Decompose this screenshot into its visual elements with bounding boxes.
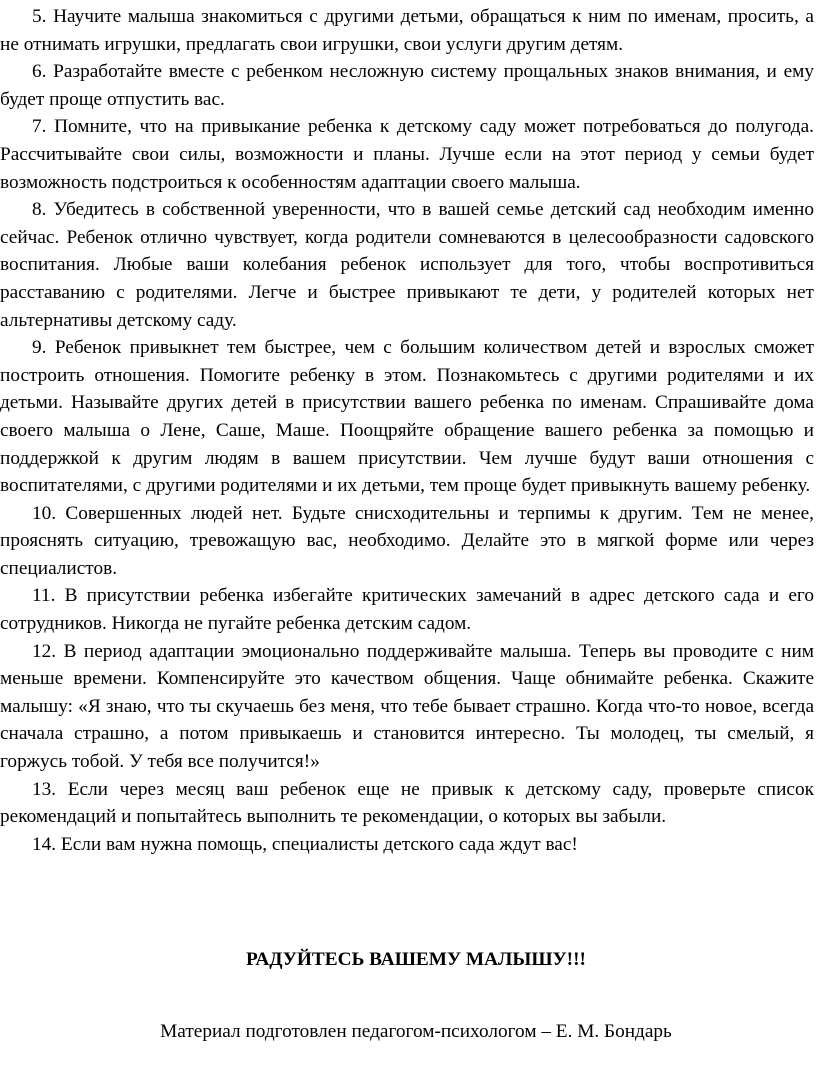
credit-gap (0, 974, 814, 1018)
recommendation-8: 8. Убедитесь в собственной уверенности, что в вашей семье детский сад необходим именно сейчас. Ребенок отлично чувствует, когда родители сомневаются в целесообразности садовского воспитания. Любые ваши колебания ребенок использует для того, чтобы воспротивиться расставанию с родителями. Легче и быстрее привыкают те дети, у родителей которых нет альтернативы детскому саду. (0, 199, 814, 331)
recommendation-9: 9. Ребенок привыкнет тем быстрее, чем с большим количеством детей и взрослых сможет построить отношения. Помогите ребенку в этом. Познакомьтесь с другими родителями и их детьми. Называйте других детей в присутствии вашего ребенка по именам. Спрашивайте дома своего малыша о Лене, Саше, Маше. Поощряйте обращение вашего ребенка за помощью и поддержкой к другим людям в вашем присутствии. Чем лучше будут ваши отношения с воспитателями, с другими родителями и их детьми, тем проще будет привыкнуть вашему ребенку. (0, 337, 814, 497)
recommendation-7: 7. Помните, что на привыкание ребенка к детскому саду может потребоваться до полугода. Рассчитывайте свои силы, возможности и планы. Лучше если на этот период у семьи будет возможность подстроиться к особенностям адаптации своего малыша. (0, 116, 814, 193)
recommendation-12: 12. В период адаптации эмоционально поддерживайте малыша. Теперь вы проводите с ним меньше времени. Компенсируйте это качеством общения. Чаще обнимайте ребенка. Скажите малышу: «Я знаю, что ты скучаешь без меня, что тебе бывает страшно. Когда что-то новое, всегда сначала страшно, а потом привыкаешь и становится интересно. Ты молодец, ты смелый, я горжусь тобой. У тебя все получится!» (0, 640, 814, 773)
author-credit: Материал подготовлен педагогом-психологом – Е. М. Бондарь (160, 1021, 672, 1042)
recommendation-10: 10. Совершенных людей нет. Будьте снисходительны и терпимы к другим. Тем не менее, прояснять ситуацию, тревожащую вас, необходимо. Делайте это в мягкой форме или через специалистов. (0, 502, 814, 579)
recommendation-14: 14. Если вам нужна помощь, специалисты детского сада ждут вас! (32, 833, 578, 855)
recommendation-11: 11. В присутствии ребенка избегайте критических замечаний в адрес детского сада и его сотрудников. Никогда не пугайте ребенка детским садом. (0, 585, 814, 635)
section-gap (0, 858, 814, 946)
recommendation-13: 13. Если через месяц ваш ребенок еще не привык к детскому саду, проверьте список рекомендаций и попытайтесь выполнить те рекомендации, о которых вы забыли. (0, 778, 814, 828)
closing-heading: РАДУЙТЕСЬ ВАШЕМУ МАЛЫШУ!!! (246, 949, 586, 971)
recommendation-5: 5. Научите малыша знакомиться с другими детьми, обращаться к ним по именам, просить, а не отнимать игрушки, предлагать свои игрушки, свои услуги другим детям. (0, 6, 814, 55)
recommendation-6: 6. Разработайте вместе с ребенком несложную систему прощальных знаков внимания, и ему будет проще отпустить вас. (0, 61, 814, 110)
